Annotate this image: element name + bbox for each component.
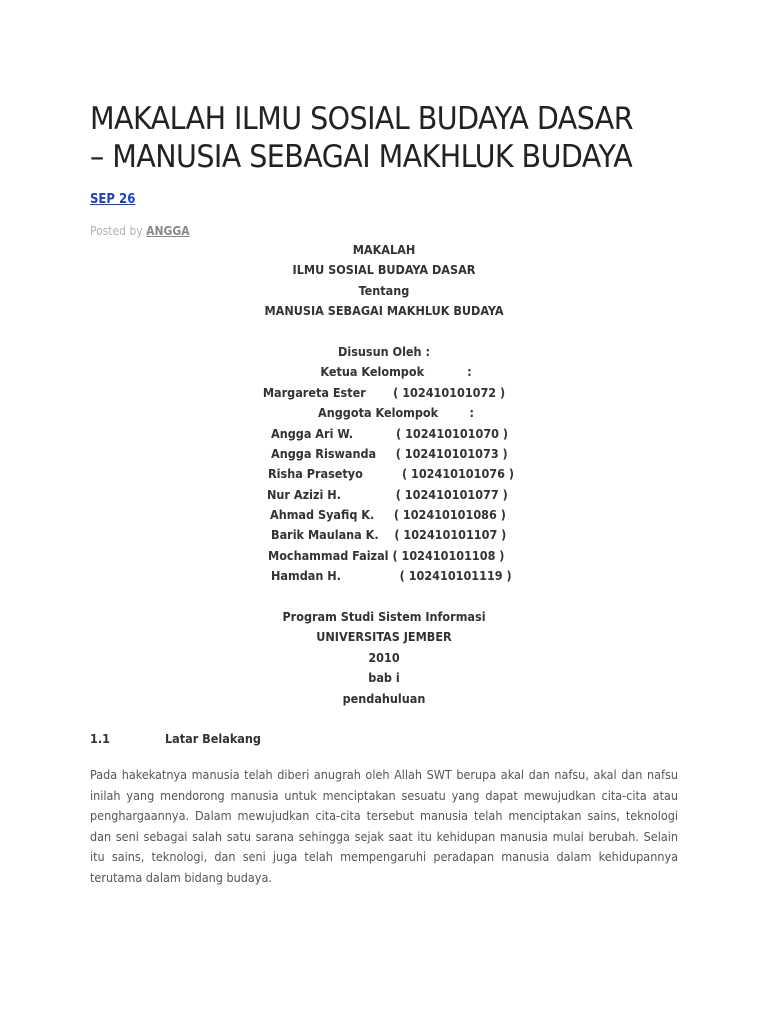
prepared-by-label: Disusun Oleh :	[338, 343, 430, 359]
members-list	[90, 424, 678, 587]
leader-label: Ketua Kelompok :	[320, 364, 472, 380]
member-entry: Angga Ari W. ( 102410101070 )	[271, 425, 509, 441]
leader-entry: Margareta Ester ( 102410101072 )	[262, 384, 506, 400]
topic-title: MANUSIA SEBAGAI MAKHLUK BUDAYA	[264, 303, 504, 319]
about-label: Tentang	[358, 282, 410, 298]
author-link[interactable]: ANGGA	[146, 224, 190, 238]
chapter-label: bab i	[368, 670, 400, 686]
post-date-link[interactable]: SEP 26	[90, 192, 136, 207]
cover-page	[90, 240, 678, 709]
chapter-title: pendahuluan	[342, 690, 426, 706]
blank-line	[90, 322, 678, 342]
course-name: ILMU SOSIAL BUDAYA DASAR	[292, 262, 476, 278]
member-entry: Risha Prasetyo ( 102410101076 )	[268, 466, 514, 482]
member-entry: Ahmad Syafiq K. ( 102410101086 )	[270, 507, 506, 523]
blank-line	[90, 587, 678, 607]
body-paragraph: Pada hakekatnya manusia telah diberi anugrah oleh Allah SWT berupa akal dan nafsu, akal dan nafsu inilah yang mendorong manusia untuk menciptakan sesuatu yang dapat mewujudkan cita-cita atau penghargaannya. Dalam mewujudkan cita-cita tersebut manusia telah menciptakan sains, teknologi dan seni sebagai salah satu sarana sehingga sejak saat itu kehidupan manusia mulai berubah. Selain itu sains, teknologi, dan seni juga telah mempengaruhi peradapan manusia dalam kehidupannya terutama dalam bidang budaya.	[90, 767, 678, 885]
year: 2010	[368, 649, 400, 665]
section-heading	[90, 731, 261, 746]
members-label: Anggota Kelompok :	[318, 405, 474, 421]
member-entry: Nur Azizi H. ( 102410101077 )	[267, 486, 508, 502]
member-entry: Mochammad Faizal ( 102410101108 )	[268, 547, 505, 563]
section-number: 1.1	[90, 731, 110, 746]
post-meta	[90, 224, 190, 238]
post-title: MAKALAH ILMU SOSIAL BUDAYA DASAR – MANUSIA SEBAGAI MAKHLUK BUDAYA	[90, 101, 634, 175]
posted-by-label: Posted by	[90, 224, 147, 238]
section-title: Latar Belakang	[165, 731, 261, 746]
university-name: UNIVERSITAS JEMBER	[316, 629, 452, 645]
program-name: Program Studi Sistem Informasi	[282, 609, 486, 625]
doc-type: MAKALAH	[352, 242, 416, 257]
member-entry: Barik Maulana K. ( 102410101107 )	[271, 527, 507, 543]
member-entry: Angga Riswanda ( 102410101073 )	[271, 445, 508, 461]
member-entry: Hamdan H. ( 102410101119 )	[271, 568, 512, 584]
